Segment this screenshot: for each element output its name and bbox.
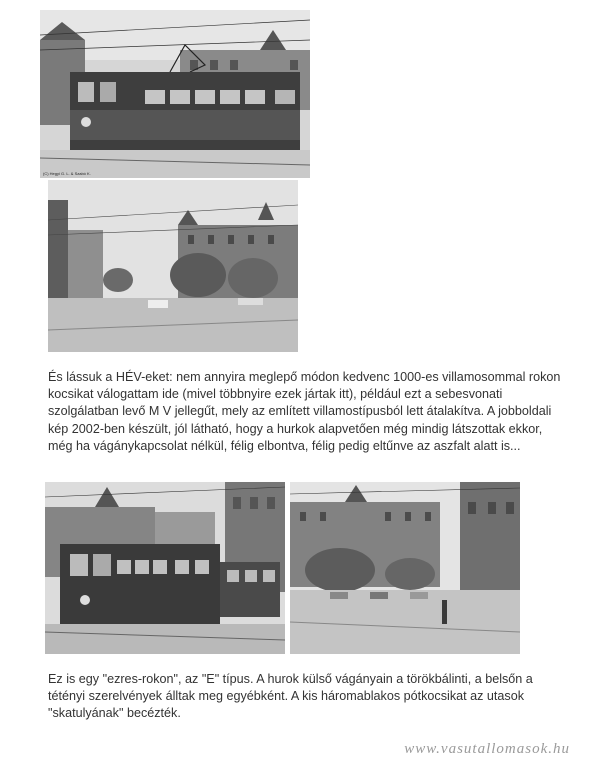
watermark: www.vasutallomasok.hu bbox=[404, 741, 570, 757]
caption-2: Ez is egy "ezres-rokon", az "E" típus. A hurok külső vágányain a törökbálinti, a belsőn a tétényi szerelvények álltak meg egyébként. A kis háromablakos pótkocsikat az utasok "skatulyának" becézték. bbox=[48, 672, 533, 721]
photo-tram-e-type bbox=[45, 482, 285, 654]
photo-tram-hev bbox=[40, 10, 310, 178]
caption-1: És lássuk a HÉV-eket: nem annyira meglepő módon kedvenc 1000-es villamosommal rokon kocsikat válogattam ide (mivel többnyire ezek jártak itt), például ezt a sebesvonati szolgálatban levő M V jellegűt, mely az említett villamostípusból lett átalakítva. A jobboldali kép 2002-ben készült, jól látható, hogy a hurkok alapvetően még mindig látszottak ekkor, még ha vágánykapcsolat nélkül, félig elbontva, félig pedig eltűnve az aszfalt alatt is... bbox=[48, 370, 561, 453]
photo-street-corner bbox=[290, 482, 520, 654]
photo-credit: (C) Hegyi G. L. & Szabó K. bbox=[43, 171, 91, 176]
photo-street-2002 bbox=[48, 180, 298, 352]
